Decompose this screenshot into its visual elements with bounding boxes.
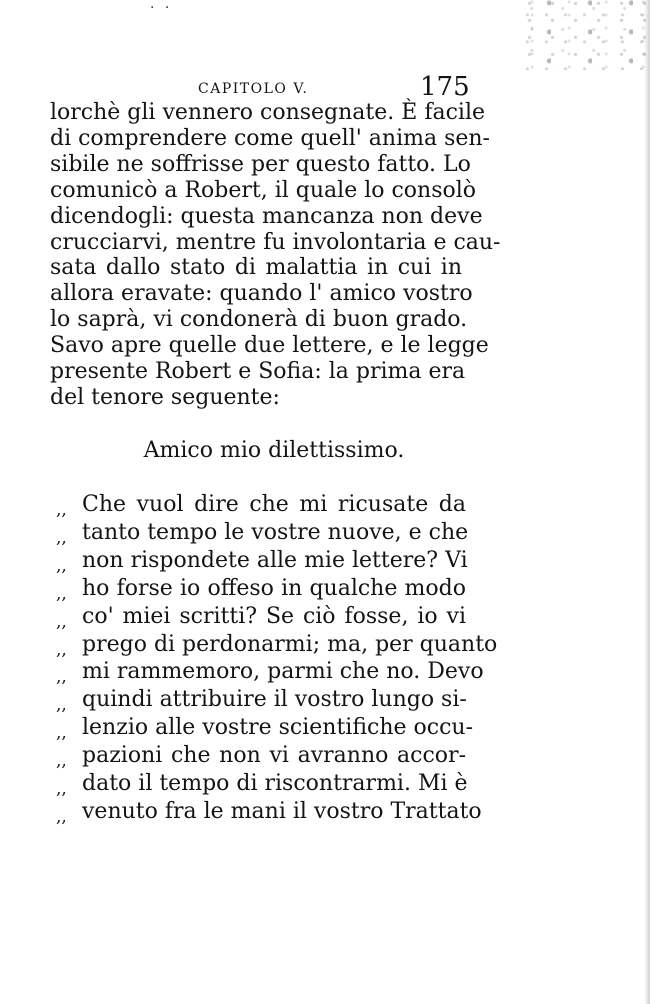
letter-line-text: dato il tempo di riscontrarmi. Mi è [82,771,468,797]
letter-line-text: mi rammemoro, parmi che no. Devo [82,659,484,685]
text-line: presente Robert e Sofia: la prima era [50,359,466,385]
scan-dots-decoration: · · [150,0,173,16]
text-line: cruccіarvi, mentre fu involontaria e cau- [50,229,501,255]
letter-line-text: ho forse io offeso in qualche modo [82,575,466,601]
quote-mark: ,, [56,751,67,772]
text-line: sata dallo stato di malattia in cui in [50,255,462,281]
letter-line [56,548,466,576]
letter-line [56,492,466,520]
text-line: lo saprà, vi condonerà di buon grado. [50,307,468,333]
quote-mark: ,, [56,500,67,520]
letter-line [56,798,482,827]
page-number: 175 [420,72,470,102]
letter-line-text: pazioni che non vi avranno accor- [82,743,466,769]
letter-line-text: lenzio alle vostre scientifiche occu- [82,715,474,741]
body-paragraph [50,100,501,411]
letter-line-text: tanto tempo le vostre nuove, e che [82,519,469,545]
text-line: dicendogli: questa mancanza non deve [50,203,483,229]
text-line: lorchè gli vennero consegnate. È facile [50,100,485,125]
text-line: Savo apre quelle due lettere, e le legge [50,333,489,359]
letter-line-text: venuto fra le mani il vostro Trattato [82,798,482,824]
letter-line [56,715,474,744]
letter-line-text: Che vuol dire che mi ricusate da [82,492,466,517]
text-line: del tenore seguente: [50,384,280,410]
quote-mark: ,, [56,583,67,604]
letter-line-text: quindi attribuire il vostro lungo si- [82,687,467,713]
letter-line [56,659,484,688]
letter-salutation: Amico mio dilettissimo. [143,438,405,463]
letter-line [56,604,466,632]
letter-body [56,492,498,827]
quote-mark: ,, [56,806,67,827]
scan-speckle-decoration [510,0,650,70]
page-edge-shadow [644,0,650,1004]
running-head: CAPITOLO V. [198,81,309,97]
quote-mark: ,, [56,723,67,744]
text-line: sibile ne soffrisse per questo fatto. Lo [50,151,471,177]
text-line: di comprendere come quell' anima sen- [50,125,490,151]
quote-mark: ,, [56,667,67,688]
letter-line-text: prego di perdonarmi; ma, per quanto [82,631,498,657]
letter-line-text: co' miei scritti? Se ciò fosse, io vi [82,603,466,629]
letter-line [56,687,466,715]
quote-mark: ,, [56,611,67,632]
quote-mark: ,, [56,527,67,548]
letter-line [56,631,498,660]
quote-mark: ,, [56,695,67,716]
letter-line [56,519,469,548]
letter-line [56,576,466,604]
quote-mark: ,, [56,639,67,660]
text-line: allora eravate: quando l' amico vostro [50,281,473,307]
quote-mark: ,, [56,555,67,576]
letter-line [56,743,466,771]
quote-mark: ,, [56,779,67,800]
letter-line [56,771,466,799]
letter-line-text: non rispondete alle mie lettere? Vi [82,547,468,573]
text-line: comunicò a Robert, il quale lo consolò [50,177,477,203]
